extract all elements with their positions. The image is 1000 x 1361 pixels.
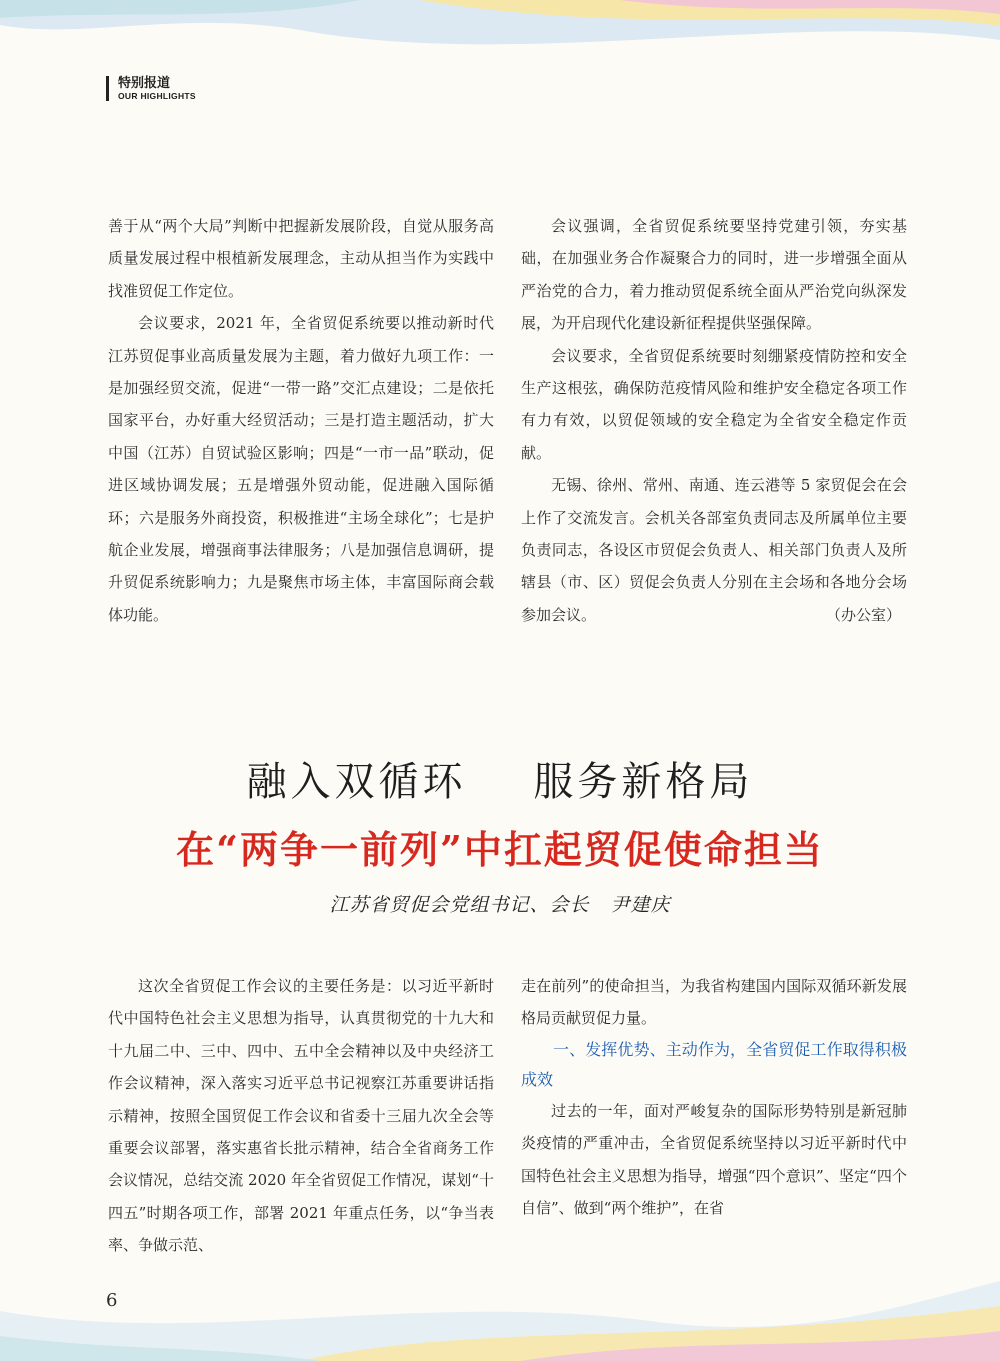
article-right-column <box>521 970 907 1224</box>
paragraph: 会议要求，2021 年，全省贸促系统要以推动新时代江苏贸促事业高质量发展为主题，着力做好九项工作：一是加强经贸交流，促进“一带一路”交汇点建设；二是依托国家平台，办好重大经贸活动；三是打造主题活动，扩大中国（江苏）自贸试验区影响；四是“一市一品”联动，促进区域协调发展；五是增强外贸动能，促进融入国际循环；六是服务外商投资，积极推进“主场全球化”；七是护航企业发展，增强商事法律服务；八是加强信息调研，提升贸促系统影响力；九是聚焦市场主体，丰富国际商会载体功能。 <box>108 314 494 624</box>
signature: （办公室） <box>825 605 901 624</box>
paragraph: 会议强调，全省贸促系统要坚持党建引领，夯实基础，在加强业务合作凝聚合力的同时，进一步增强全面从严治党的合力，着力推动贸促系统全面从严治党向纵深发展，为开启现代化建设新征程提供坚强保障。 <box>521 217 907 333</box>
paragraph: 这次全省贸促工作会议的主要任务是：以习近平新时代中国特色社会主义思想为指导，认真贯彻党的十九大和十九届二中、三中、四中、五中全会精神以及中央经济工作会议精神，深入落实习近平总书记视察江苏重要讲话指示精神，按照全国贸促工作会议和省委十三届九次全会等重要会议部署，落实惠省长批示精神，结合全省商务工作会议情况，总结交流 2020 年全省贸促工作情况，谋划“十四五”时期各项工作，部署 2021 年重点任务，以“争当表率、争做示范、 <box>108 977 494 1255</box>
meeting-report-right-column <box>521 210 907 631</box>
paragraph: 走在前列”的使命担当，为我省构建国内国际双循环新发展格局贡献贸促力量。 <box>521 977 907 1028</box>
bottom-ribbon-decoration <box>0 1251 1000 1361</box>
section-heading: 一、发挥优势、主动作为，全省贸促工作取得积极成效 <box>521 1039 907 1089</box>
paragraph: 会议要求，全省贸促系统要时刻绷紧疫情防控和安全生产这根弦，确保防范疫情风险和维护安全稳定各项工作有力有效，以贸促领域的安全稳定为全省安全稳定作贡献。 <box>521 346 907 462</box>
meeting-report-left-column <box>108 210 494 631</box>
article-title: 融入双循环 服务新格局 <box>246 759 754 805</box>
paragraph <box>521 469 907 631</box>
article-left-column <box>108 970 494 1262</box>
article-byline: 江苏省贸促会党组书记、会长 尹建庆 <box>329 894 671 916</box>
page-number: 6 <box>106 1290 118 1311</box>
paragraph-text: 无锡、徐州、常州、南通、连云港等 5 家贸促会在会上作了交流发言。会机关各部室负责同志及所属单位主要负责同志，各设区市贸促会负责人、相关部门负责人及所辖县（市、区）贸促会负责人分别在主会场和各地分会场参加会议。 <box>521 476 907 624</box>
paragraph: 过去的一年，面对严峻复杂的国际形势特别是新冠肺炎疫情的严重冲击，全省贸促系统坚持以习近平新时代中国特色社会主义思想为指导，增强“四个意识”、坚定“四个自信”、做到“两个维护”，在省 <box>521 1101 907 1218</box>
section-subtitle: OUR HIGHLIGHTS <box>118 91 196 101</box>
top-ribbon-decoration <box>0 0 1000 70</box>
section-tag <box>106 76 196 101</box>
article-subtitle: 在“两争一前列”中扛起贸促使命担当 <box>176 827 824 872</box>
paragraph: 善于从“两个大局”判断中把握新发展阶段，自觉从服务高质量发展过程中根植新发展理念，主动从担当作为实践中找准贸促工作定位。 <box>108 217 494 300</box>
section-title: 特别报道 <box>118 76 171 91</box>
